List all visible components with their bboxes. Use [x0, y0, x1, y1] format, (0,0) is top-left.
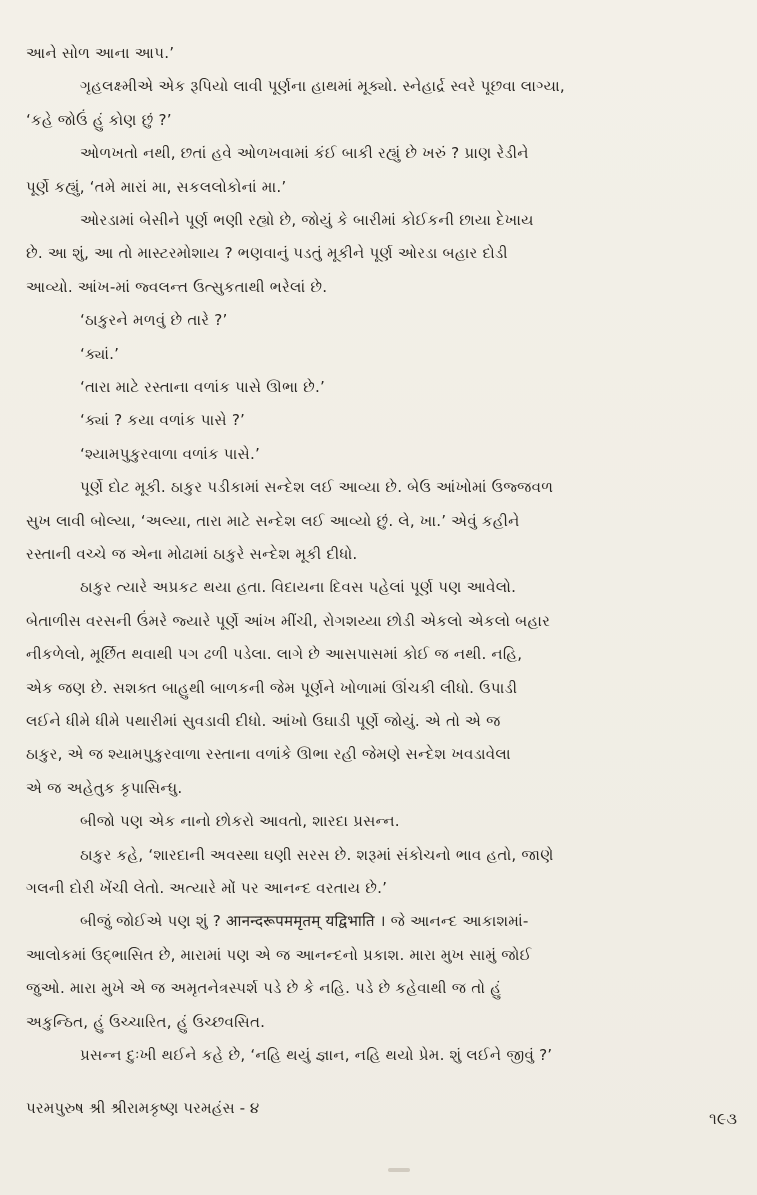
text-line: ‘શ્યામપુકુરવાળા વળાંક પાસે.’	[80, 444, 260, 463]
text-line: ઠાકુર કહે, ‘શારદાની અવસ્થા ઘણી સરસ છે. શરૂમાં સંકોચનો ભાવ હતો, જાણે	[80, 845, 554, 864]
text-line: બીજું જોઈએ પણ શું ? आनन्दरूपममृतम् यद्विभाति । જે આનન્દ આકાશમાં-	[80, 912, 529, 931]
text-line: પ્રસન્ન દુઃખી થઈને કહે છે, ‘નહિ થયું જ્ઞાન, નહિ થયો પ્રેમ. શું લઈને જીવું ?’	[80, 1046, 553, 1064]
text-line: લઈને ધીમે ધીમે પથારીમાં સુવડાવી દીધો. આંખો ઉઘાડી પૂર્ણે જોયું. એ તો એ જ	[26, 712, 501, 730]
text-line: ‘કહે જોઉં હું કોણ છું ?’	[26, 110, 172, 129]
text-line: આવ્યો. આંખ-માં જ્વલન્ત ઉત્સુકતાથી ભરેલાં છે.	[26, 277, 328, 296]
text-line: ઠાકુર ત્યારે અપ્રકટ થયા હતા. વિદાયના દિવસ પહેલાં પૂર્ણ પણ આવેલો.	[80, 578, 517, 597]
running-footer-title: પરમપુરુષ શ્રી શ્રીરામકૃષ્ણ પરમહંસ - ૪	[26, 1099, 260, 1117]
text-line: ‘તારા માટે રસ્તાના વળાંક પાસે ઊભા છે.’	[80, 378, 325, 396]
text-line: નીકળેલો, મૂર્છિત થવાથી પગ ઢળી પડેલા. લાગે છે આસપાસમાં કોઈ જ નથી. નહિ,	[26, 645, 523, 664]
text-line: છે. આ શું, આ તો માસ્ટરમોશાય ? ભણવાનું પડતું મૂકીને પૂર્ણ ઓરડા બહાર દોડી	[26, 244, 508, 263]
text-line: ગૃહલક્ષ્મીએ એક રૂપિયો લાવી પૂર્ણના હાથમાં મૂક્યો. સ્નેહાર્દ્ર સ્વરે પૂછવા લાગ્યા,	[80, 77, 565, 96]
text-line: ગલની દોરી ખેંચી લેતો. અત્યારે મોં પર આનન્દ વરતાય છે.’	[26, 879, 388, 897]
page-number: ૧૯૩	[709, 1109, 737, 1128]
text-line: જુઓ. મારા મુખે એ જ અમૃતનેત્રસ્પર્શ પડે છે કે નહિ. પડે છે કહેવાથી જ તો હું	[26, 979, 502, 998]
text-line: અકુન્ઠિત, હું ઉચ્ચારિત, હું ઉચ્છવસિત.	[26, 1012, 266, 1031]
text-line: ઓળખતો નથી, છતાં હવે ઓળખવામાં કંઈ બાકી રહ્યું છે ખરું ? પ્રાણ રેડીને	[80, 144, 529, 163]
text-line: પૂર્ણે કહ્યું, ‘તમે મારાં મા, સકલલોકોનાં મા.’	[26, 177, 287, 196]
text-line: પૂર્ણે દોટ મૂકી. ઠાકુર પડીકામાં સન્દેશ લઈ આવ્યા છે. બેઉ આંખોમાં ઉજ્જવળ	[80, 478, 554, 497]
text-line: સુખ લાવી બોલ્યા, ‘અલ્યા, તારા માટે સન્દેશ લઈ આવ્યો છું. લે, ખા.’ એવું કહીને	[26, 511, 520, 530]
text-line: ‘ક્યાં.’	[80, 344, 120, 363]
text-line: રસ્તાની વચ્ચે જ એના મોઢામાં ઠાકુરે સન્દેશ મૂકી દીધો.	[26, 545, 358, 563]
text-line: ‘ઠાકુરને મળવું છે તારે ?’	[80, 311, 228, 330]
text-line: એ જ અહેતુક કૃપાસિન્ધુ.	[26, 778, 183, 797]
text-line: આને સોળ આના આપ.’	[26, 44, 175, 62]
text-line: ઠાકુર, એ જ શ્યામપુકુરવાળા રસ્તાના વળાંકે ઊભા રહી જેમણે સન્દેશ ખવડાવેલા	[26, 745, 511, 764]
text-line: આલોકમાં ઉદ્ભાસિત છે, મારામાં પણ એ જ આનન્દનો પ્રકાશ. મારા મુખ સામું જોઈ	[26, 945, 532, 964]
page-smudge	[388, 1168, 410, 1172]
text-line: બીજો પણ એક નાનો છોકરો આવતો, શારદા પ્રસન્ન.	[80, 812, 400, 831]
text-line: ઓરડામાં બેસીને પૂર્ણ ભણી રહ્યો છે, જોયું કે બારીમાં કોઈકની છાયા દેખાય	[80, 211, 534, 229]
text-line: બેતાળીસ વરસની ઉંમરે જ્યારે પૂર્ણે આંખ મીંચી, રોગશય્યા છોડી એકલો એકલો બહાર	[26, 611, 551, 630]
text-line: એક જણ છે. સશક્ત બાહુથી બાળકની જેમ પૂર્ણને ખોળામાં ઊંચકી લીધો. ઉપાડી	[26, 678, 518, 697]
text-line: ‘ક્યાં ? કયા વળાંક પાસે ?’	[80, 411, 246, 430]
